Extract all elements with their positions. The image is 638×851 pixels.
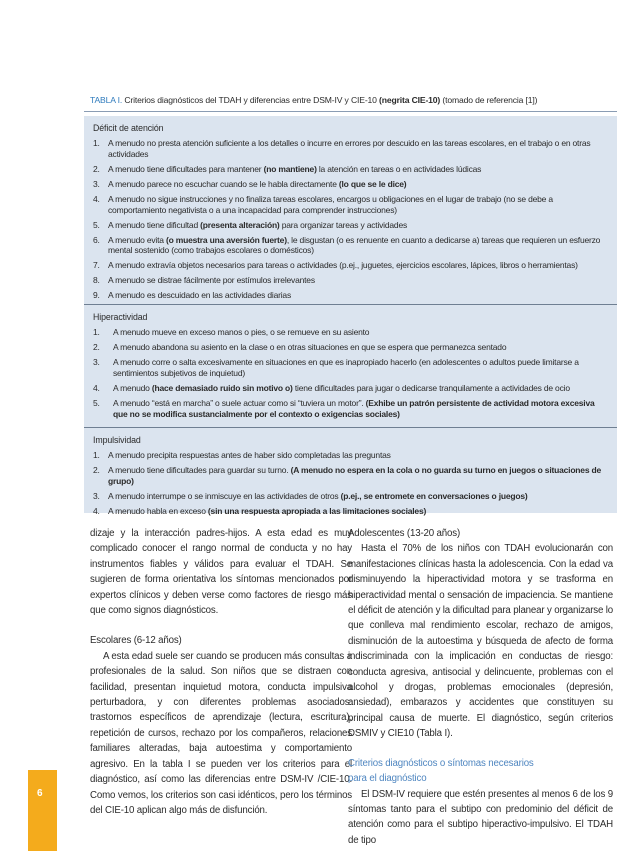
item-number: 7. [93,260,100,271]
criterion-item [84,138,617,160]
caption-bold: (negrita CIE-10) [379,95,441,105]
item-text: A menudo evita [108,234,166,245]
criterion-item [84,194,617,216]
subheading-line: para el diagnóstico [348,773,427,785]
item-number: 2. [93,163,100,174]
criterion-item [84,327,617,338]
section-divider [84,427,617,428]
paragraph: dizaje y la interacción padres-hijos. A esta edad es muy complicado conocer el rango normal de conducta y no hay instrumentos fiables y válidos para evaluar el TDAH. Se sugieren de forma orientativa los síntomas mencionados por expertos clínicos y deben verse como factores de riesgo más que como signos diagnósticos. [90,528,352,617]
table-label: TABLA I. [90,95,123,105]
item-text: A menudo habla en exceso [108,505,208,516]
left-column [90,526,352,818]
item-text-tail: la atención en tareas o en actividades lúdicas [316,163,482,174]
criterion-item [84,342,617,353]
item-text: A menudo tiene dificultades para mantener [108,163,264,174]
item-bold-text: (hace demasiado ruido sin motivo o) [151,382,293,393]
criterion-item [84,465,617,487]
item-bold-text: (no mantiene) [263,163,317,174]
item-text: A menudo se distrae fácilmente por estímulos irrelevantes [108,275,315,286]
caption-text: Criterios diagnósticos del TDAH y diferencias entre DSM-IV y CIE-10 [122,95,380,105]
item-number: 8. [93,275,100,286]
criterion-item [84,220,617,231]
item-text: A menudo “está en marcha” o suele actuar como si “tuviera un motor”. [113,397,366,408]
item-text: A menudo es descuidado en las actividades diarias [108,290,291,301]
criterion-item [84,506,617,517]
criteria-list [84,327,617,419]
paragraph: A esta edad suele ser cuando se producen más consultas a profesionales de la salud. Son niños que se distraen con facilidad, presentan inquietud motora, conducta impulsiva perturbadora, y con diferentes problemas asociados: trastornos específicos de aprendizaje (lectura, escritura), repetición de cursos, rechazo por los compañeros, relaciones familiares alteradas, baja autoestima y comportamiento agresivo. En la tabla I se pueden ver los criterios para el diagnóstico, así como las diferencias entre DSM-IV /CIE-10. Como vemos, los criterios son casi idénticos, pero los términos del CIE-10 aplican algo más de disfunción. [90,650,352,816]
item-text-tail: tiene dificultades para jugar o dedicarse tranquilamente a actividades de ocio [292,382,570,393]
item-number: 4. [93,382,100,393]
criteria-list [84,138,617,301]
item-bold-text: (sin una respuesta apropiada a las limitaciones sociales) [207,505,427,516]
subheading: Escolares (6-12 años) [90,635,182,647]
criterion-item [84,179,617,190]
item-text: A menudo corre o salta excesivamente en situaciones en que es inapropiado hacerlo (en adolescentes o adultos puede limitarse a sentimientos subjetivos de inquietud) [113,356,579,378]
subheading-line: Criterios diagnósticos o síntomas necesarios [348,757,534,769]
section-divider [84,304,617,305]
item-number: 3. [93,490,100,501]
item-number: 5. [93,397,100,408]
section-title: Déficit de atención [93,123,164,133]
page-number-tab [28,770,57,851]
item-text-tail: , le disgustan (o es renuente en cuanto a dedicarse a) tareas que requieren un esfuerzo mental sostenido (como trabajos escolares o domésticos) [108,234,601,256]
subheading: Adolescentes (13-20 años) [348,528,461,539]
item-number: 4. [93,193,100,204]
item-text: A menudo tiene dificultad [108,219,201,230]
item-number: 6. [93,234,100,245]
item-number: 1. [93,450,100,460]
item-text: A menudo tiene dificultades para guardar su turno. [108,464,291,475]
item-bold-text: (Exhibe un patrón persistente de actividad motora excesiva que no se modifica sustancialmente por el contexto o exigencias sociales) [113,397,595,419]
item-text: A menudo precipita respuestas antes de haber sido completadas las preguntas [108,450,391,460]
item-text: A menudo no presta atención suficiente a los detalles o incurre en errores por descuido en las tareas escolares, en el trabajo o en otras actividades [108,138,591,159]
criterion-item [84,275,617,286]
paragraph: El DSM-IV requiere que estén presentes al menos 6 de los 9 síntomas tanto para el subtipo con predominio del déficit de atención como para el subtipo hiperactivo-impulsivo. El TDAH de tipo [348,788,613,846]
item-text: A menudo no sigue instrucciones y no finaliza tareas escolares, encargos u obligaciones en el lugar de trabajo (no se debe a comportamiento negativista o a una incapacidad para comprender instrucciones) [108,193,553,215]
subheading-blue [348,756,613,787]
item-number: 3. [93,356,100,367]
item-bold-text: (p.ej., se entromete en conversaciones o juegos) [340,490,528,501]
item-text-tail: para organizar tareas y actividades [279,219,408,230]
item-bold-text: (presenta alteración) [200,219,280,230]
item-number: 1. [93,327,100,337]
criterion-item [84,357,617,379]
item-number: 4. [93,505,100,516]
item-number: 9. [93,290,100,301]
paragraph: Hasta el 70% de los niños con TDAH evolucionarán con manifestaciones clínicas hasta la adolescencia. Con la edad va disminuyendo la hiperactividad motora y se trasforma en hiperactividad mental o sensación de impaciencia. Se mantiene el déficit de atención y la dificultad para planear y organizarse lo que conlleva mal rendimiento escolar, rechazo de amigos, disminución de la autoestima y búsqueda de afecto de forma indiscriminada con la implicación en conductas de riesgo: conducta agresiva, antisocial y delincuente, problemas con el alcohol y drogas, problemas emocionales (depresión, ansiedad), embarazos y accidentes que constituyen su principal causa de muerte. El diagnóstico, según criterios DSMIV y CIE10 (Tabla I). [348,543,613,740]
section-hyperactivity [84,312,617,424]
criteria-table [84,116,617,516]
item-bold-text: (A menudo no espera en la cola o no guarda su turno en juegos o situaciones de grupo) [108,464,602,486]
item-text: A menudo extravía objetos necesarios para tareas o actividades (p.ej., juguetes, ejercicios escolares, lápices, libros o herramientas) [108,260,578,271]
criterion-item [84,398,617,420]
item-text: A menudo mueve en exceso manos o pies, o se remueve en su asiento [113,327,370,337]
item-number: 2. [93,341,100,352]
page-number: 6 [37,788,43,799]
table-caption [90,95,610,106]
section-inattention [84,123,617,305]
section-title: Hiperactividad [93,312,148,322]
item-number: 3. [93,178,100,189]
criterion-item [84,491,617,502]
right-column [348,526,613,848]
section-impulsivity [84,435,617,521]
item-text: A menudo [113,382,152,393]
item-bold-text: (lo que se le dice) [338,178,407,189]
criteria-list [84,450,617,517]
criterion-item [84,164,617,175]
criterion-item [84,450,617,461]
item-number: 5. [93,219,100,230]
caption-rule [84,111,617,112]
item-text: A menudo interrumpe o se inmiscuye en las actividades de otros [108,490,341,501]
item-text: A menudo parece no escuchar cuando se le habla directamente [108,178,339,189]
item-number: 1. [93,138,100,148]
item-number: 2. [93,464,100,475]
item-bold-text: (o muestra una aversión fuerte) [165,234,287,245]
criterion-item [84,290,617,301]
criterion-item [84,383,617,394]
criterion-item [84,260,617,271]
item-text: A menudo abandona su asiento en la clase o en otras situaciones en que se espera que permanezca sentado [113,341,507,352]
criterion-item [84,235,617,257]
caption-tail: (tomado de referencia [1]) [440,95,538,105]
section-title: Impulsividad [93,435,141,445]
